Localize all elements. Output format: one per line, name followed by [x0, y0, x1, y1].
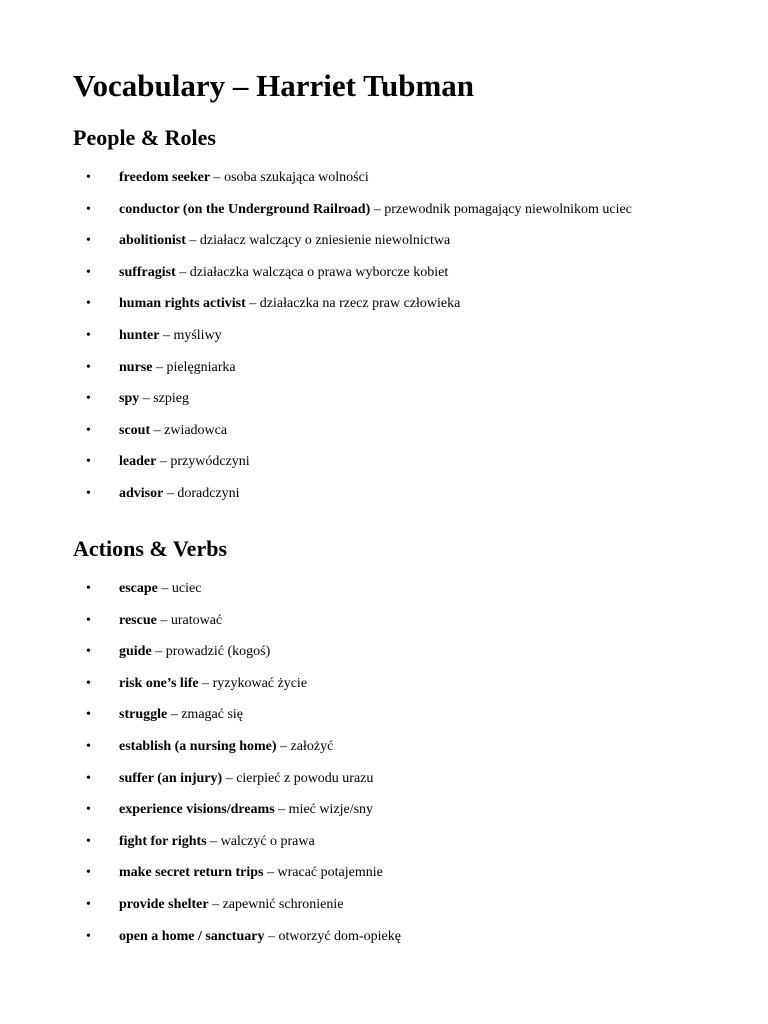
term-separator: –	[208, 896, 223, 912]
vocab-term: fight for rights	[119, 833, 207, 849]
vocab-term: nurse	[119, 359, 153, 375]
vocab-entry	[119, 737, 333, 757]
vocab-term: conductor (on the Underground Railroad)	[119, 201, 371, 217]
document-title: Vocabulary – Harriet Tubman	[73, 68, 475, 103]
vocab-term: make secret return trips	[119, 865, 264, 881]
vocab-translation: ryzykować życie	[212, 675, 308, 691]
section-heading-people-roles: People & Roles	[73, 125, 216, 150]
vocab-entry	[119, 769, 373, 789]
bullet-icon: •	[86, 327, 91, 343]
vocab-entry	[119, 611, 222, 631]
term-separator: –	[370, 201, 385, 217]
vocab-entry	[119, 168, 369, 188]
term-separator: –	[276, 738, 291, 754]
bullet-icon: •	[86, 391, 91, 407]
bullet-icon: •	[86, 485, 91, 501]
vocab-translation: doradczyni	[177, 485, 240, 501]
term-separator: –	[156, 454, 171, 470]
bullet-icon: •	[86, 928, 91, 944]
bullet-icon: •	[86, 359, 91, 375]
vocab-translation: walczyć o prawa	[220, 833, 315, 849]
term-separator: –	[206, 833, 221, 849]
vocab-translation: zwiadowca	[164, 422, 228, 438]
vocab-entry	[119, 263, 448, 283]
section-heading-actions-verbs: Actions & Verbs	[73, 536, 228, 561]
term-separator: –	[264, 928, 279, 944]
vocab-translation: wracać potajemnie	[277, 865, 383, 881]
vocab-entry	[119, 358, 236, 378]
term-separator: –	[157, 581, 172, 596]
vocab-translation: działaczka na rzecz praw człowieka	[259, 296, 461, 312]
vocab-entry	[119, 579, 201, 599]
term-separator: –	[163, 485, 178, 501]
vocab-translation: mieć wizje/sny	[288, 802, 374, 818]
vocab-entry	[119, 326, 222, 346]
bullet-icon: •	[86, 896, 91, 912]
bullet-icon: •	[86, 264, 91, 280]
vocab-term: guide	[119, 644, 152, 660]
vocab-term: struggle	[119, 707, 168, 723]
vocab-translation: pielęgniarka	[166, 359, 236, 375]
term-separator: –	[222, 770, 237, 786]
term-separator: –	[210, 170, 225, 185]
vocab-entry	[119, 832, 315, 852]
term-separator: –	[159, 327, 174, 343]
bullet-icon: •	[86, 612, 91, 628]
vocab-entry	[119, 800, 373, 820]
term-separator: –	[274, 802, 289, 818]
vocab-entry	[119, 231, 450, 251]
vocab-entry	[119, 389, 189, 409]
bullet-icon: •	[86, 233, 91, 249]
vocab-entry	[119, 927, 401, 947]
bullet-icon: •	[86, 581, 91, 596]
term-separator: –	[198, 675, 213, 691]
vocab-term: rescue	[119, 612, 157, 628]
vocab-entry	[119, 895, 343, 915]
vocab-term: leader	[119, 454, 157, 470]
bullet-icon: •	[86, 802, 91, 818]
bullet-icon: •	[86, 170, 91, 185]
vocab-translation: uratować	[170, 612, 223, 628]
term-separator: –	[139, 391, 154, 407]
bullet-icon: •	[86, 675, 91, 691]
vocab-entry	[119, 642, 270, 662]
vocab-translation: zapewnić schronienie	[222, 896, 344, 912]
vocab-term: risk one’s life	[119, 675, 199, 691]
vocab-term: suffragist	[119, 264, 176, 280]
bullet-icon: •	[86, 296, 91, 312]
vocab-translation: zmagać się	[181, 707, 244, 723]
vocab-translation: założyć	[290, 738, 334, 754]
vocab-entry	[119, 705, 243, 725]
bullet-icon: •	[86, 865, 91, 881]
vocab-translation: działaczka walcząca o prawa wyborcze kobiet	[189, 264, 449, 280]
vocab-entry	[119, 484, 240, 504]
term-separator: –	[151, 644, 166, 660]
vocab-entry	[119, 863, 383, 883]
term-separator: –	[150, 422, 165, 438]
vocab-entry	[119, 200, 632, 220]
vocab-translation: działacz walczący o zniesienie niewolnictwa	[199, 233, 451, 249]
vocab-term: freedom seeker	[119, 170, 211, 185]
vocab-term: establish (a nursing home)	[119, 738, 277, 754]
vocab-translation: uciec	[171, 581, 202, 596]
term-separator: –	[263, 865, 278, 881]
vocab-translation: przywódczyni	[170, 454, 250, 470]
bullet-icon: •	[86, 422, 91, 438]
bullet-icon: •	[86, 707, 91, 723]
vocab-term: scout	[119, 422, 151, 438]
term-separator: –	[185, 233, 200, 249]
vocab-term: suffer (an injury)	[119, 770, 223, 786]
term-separator: –	[152, 359, 167, 375]
vocab-translation: myśliwy	[173, 327, 222, 343]
bullet-icon: •	[86, 201, 91, 217]
term-separator: –	[245, 296, 260, 312]
bullet-icon: •	[86, 454, 91, 470]
bullet-icon: •	[86, 770, 91, 786]
vocab-entry	[119, 294, 460, 314]
vocab-term: open a home / sanctuary	[119, 928, 265, 944]
vocab-entry	[119, 421, 227, 441]
vocab-term: experience visions/dreams	[119, 802, 275, 818]
vocab-translation: przewodnik pomagający niewolnikom uciec	[384, 201, 632, 217]
vocab-translation: cierpieć z powodu urazu	[236, 770, 374, 786]
vocab-translation: prowadzić (kogoś)	[165, 644, 271, 660]
vocab-term: hunter	[119, 327, 160, 343]
bullet-icon: •	[86, 738, 91, 754]
term-separator: –	[156, 612, 171, 628]
term-separator: –	[167, 707, 182, 723]
vocab-translation: osoba szukająca wolności	[224, 170, 369, 185]
vocab-entry	[119, 674, 307, 694]
vocab-term: escape	[119, 581, 158, 596]
term-separator: –	[175, 264, 190, 280]
vocab-term: abolitionist	[119, 233, 186, 249]
vocab-term: human rights activist	[119, 296, 246, 312]
vocab-term: provide shelter	[119, 896, 209, 912]
vocab-term: spy	[119, 391, 140, 407]
vocab-term: advisor	[119, 485, 164, 501]
vocab-translation: szpieg	[153, 391, 189, 407]
vocab-entry	[119, 452, 250, 472]
bullet-icon: •	[86, 833, 91, 849]
bullet-icon: •	[86, 644, 91, 660]
vocab-translation: otworzyć dom-opiekę	[278, 928, 401, 944]
